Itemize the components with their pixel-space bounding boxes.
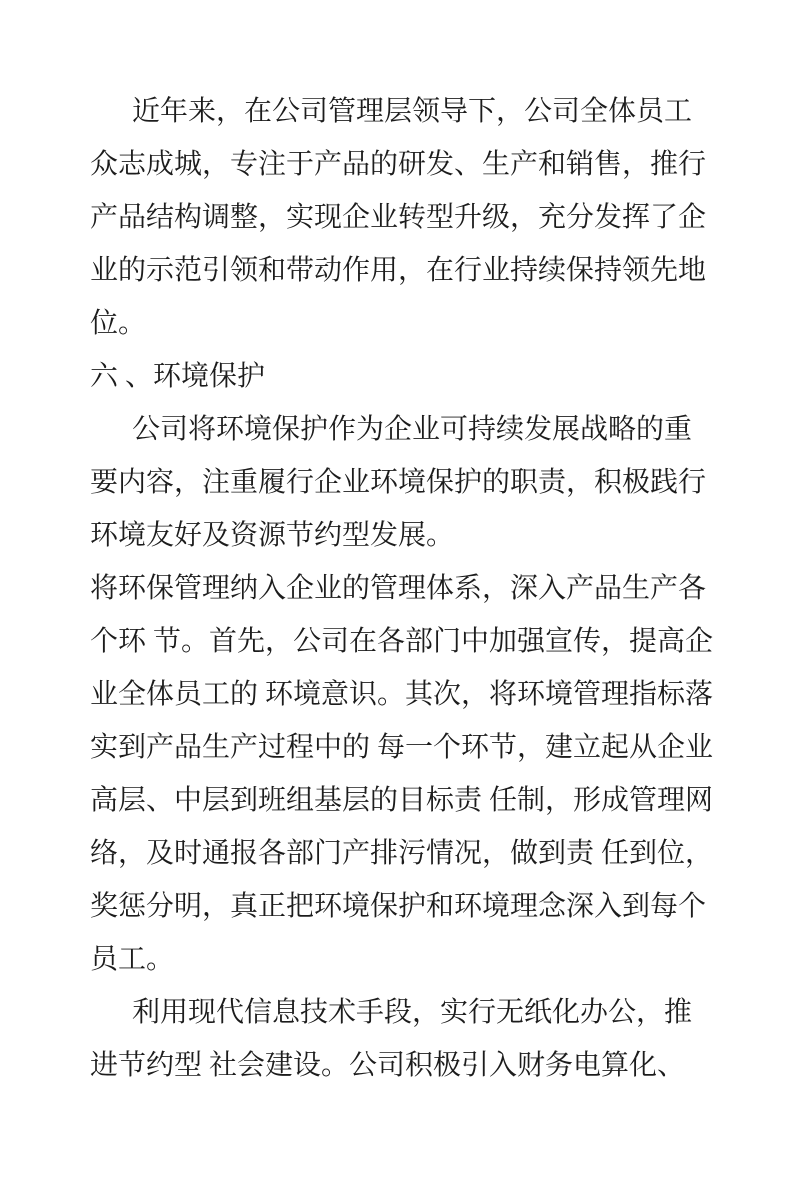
text-line: 高层、中层到班组基层的目标责 任制，形成管理网 bbox=[90, 785, 714, 816]
text-line: 众志成城，专注于产品的研发、生产和销售，推行 bbox=[90, 149, 707, 180]
text-line: 进节约型 社会建设。公司积极引入财务电算化、 bbox=[90, 1050, 686, 1081]
heading-section-six-environment bbox=[90, 350, 730, 403]
paragraph-paperless-office bbox=[90, 986, 730, 1092]
text-line: 业的示范引领和带动作用，在行业持续保持领先地 bbox=[90, 255, 707, 286]
text-line: 公司将环境保护作为企业可持续发展战略的重 bbox=[132, 414, 693, 445]
text-line: 业全体员工的 环境意识。其次，将环境管理指标落 bbox=[90, 679, 714, 710]
text-line: 近年来，在公司管理层领导下，公司全体员工 bbox=[132, 96, 693, 127]
text-line: 实到产品生产过程中的 每一个环节，建立起从企业 bbox=[90, 732, 714, 763]
text-line: 利用现代信息技术手段，实行无纸化办公，推 bbox=[132, 997, 693, 1028]
text-line: 员工。 bbox=[90, 944, 175, 975]
text-line: 环境友好及资源节约型发展。 bbox=[90, 520, 455, 551]
text-line: 奖惩分明，真正把环境保护和环境理念深入到每个 bbox=[90, 891, 707, 922]
paragraph-env-management-system bbox=[90, 562, 730, 986]
text-line: 将环保管理纳入企业的管理体系，深入产品生产各 bbox=[90, 573, 707, 604]
text-line: 络，及时通报各部门产排污情况，做到责 任到位， bbox=[90, 838, 714, 869]
paragraph-env-strategy bbox=[90, 403, 730, 562]
text-line: 位。 bbox=[90, 308, 147, 339]
text-line: 产品结构调整，实现企业转型升级，充分发挥了企 bbox=[90, 202, 707, 233]
text-line: 六 、环境保护 bbox=[90, 361, 266, 392]
document-body bbox=[90, 85, 730, 1092]
text-line: 要内容，注重履行企业环境保护的职责，积极践行 bbox=[90, 467, 707, 498]
paragraph-recent-years bbox=[90, 85, 730, 350]
text-line: 个环 节。首先，公司在各部门中加强宣传，提高企 bbox=[90, 626, 714, 657]
